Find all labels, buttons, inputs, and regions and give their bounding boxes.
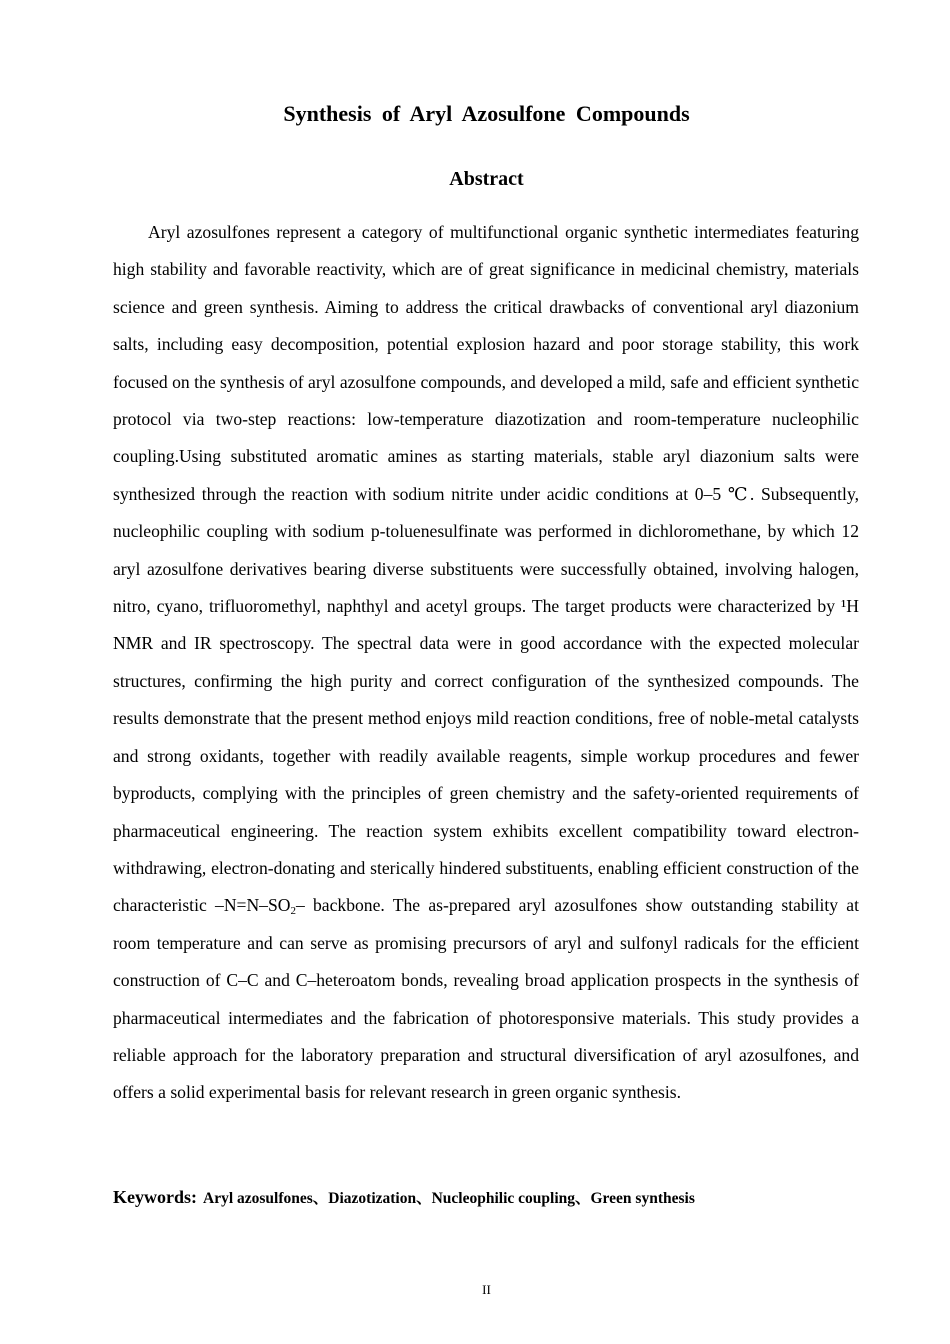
keywords-list: Aryl azosulfones、Diazotization、Nucleophilic coupling、Green synthesis: [203, 1190, 695, 1207]
abstract-text-part2: – backbone. The as-prepared aryl azosulfones show outstanding stability at room temperature and can serve as promising precursors of aryl and sulfonyl radicals for the efficient construction of C–C and C–heteroatom bonds, revealing broad application prospects in the synthesis of pharmaceutical intermediates and the fabrication of photoresponsive materials. This study provides a reliable approach for the laboratory preparation and structural diversification of aryl azosulfones, and offers a solid experimental basis for relevant research in green organic synthesis.: [113, 895, 859, 1103]
abstract-text-part1: Aryl azosulfones represent a category of multifunctional organic synthetic intermediates featuring high stability and favorable reactivity, which are of great significance in medicinal chemistry, materials science and green synthesis. Aiming to address the critical drawbacks of conventional aryl diazonium salts, including easy decomposition, potential explosion hazard and poor storage stability, this work focused on the synthesis of aryl azosulfone compounds, and developed a mild, safe and efficient synthetic protocol via two-step reactions: low-temperature diazotization and room-temperature nucleophilic coupling.Using substituted aromatic amines as starting materials, stable aryl diazonium salts were synthesized through the reaction with sodium nitrite under acidic conditions at 0–5 ℃. Subsequently, nucleophilic coupling with sodium p-toluenesulfinate was performed in dichloromethane, by which 12 aryl azosulfone derivatives bearing diverse substituents were successfully obtained, involving halogen, nitro, cyano, trifluoromethyl, naphthyl and acetyl groups. The target products were characterized by ¹H NMR and IR spectroscopy. The spectral data were in good accordance with the expected molecular structures, confirming the high purity and correct configuration of the synthesized compounds. The results demonstrate that the present method enjoys mild reaction conditions, free of noble-metal catalysts and strong oxidants, together with readily available reagents, simple workup procedures and fewer byproducts, complying with the principles of green chemistry and the safety-oriented requirements of pharmaceutical engineering. The reaction system exhibits excellent compatibility toward electron-withdrawing, electron-donating and sterically hindered substituents, enabling efficient construction of the characteristic –N=N–SO: [113, 222, 859, 916]
abstract-subscript: 2: [290, 905, 296, 918]
keywords-line: [113, 1186, 859, 1208]
paper-title: Synthesis of Aryl Azosulfone Compounds: [283, 101, 690, 126]
abstract-heading: Abstract: [449, 168, 524, 190]
page-number: II: [482, 1282, 491, 1297]
keywords-label: Keywords:: [113, 1187, 197, 1207]
abstract-paragraph: [113, 214, 859, 1112]
